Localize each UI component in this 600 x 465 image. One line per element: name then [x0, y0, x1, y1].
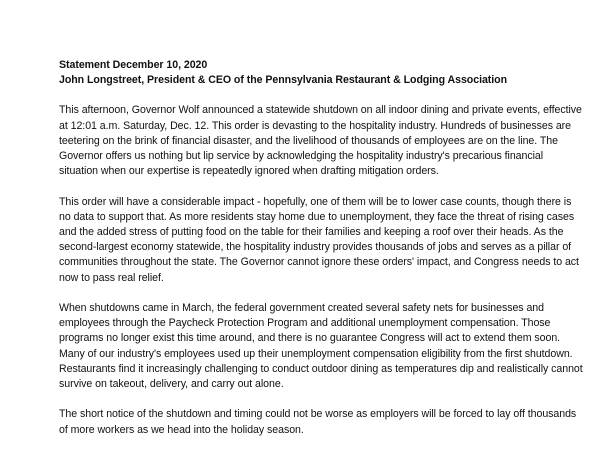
paragraph-shutdown-announcement: This afternoon, Governor Wolf announced a statewide shutdown on all indoor dining and private events, effective at 12:01 a.m. Saturday, Dec. 12. This order is devasting to the hospitality industry. Hundreds of businesses are teetering on the brink of financial disaster, and the livelihood of thousands of employees are on the line. The Governor offers us nothing but lip service by acknowledging the hospitality industry's precarious financial situation when our expertise is repeatedly ignored when drafting mitigation orders.	[59, 104, 582, 178]
statement-author: John Longstreet, President & CEO of the Pennsylvania Restaurant & Lodging Association	[59, 74, 508, 87]
paragraph-impact: This order will have a considerable impact - hopefully, one of them will be to lower case counts, though there is no data to support that. As more residents stay home due to unemployment, they face the threat of rising cases and the added stress of putting food on the table for their families and keeping a roof over their heads. As the second-largest economy statewide, the hospitality industry provides thousands of jobs and serves as a pillar of communities throughout the state. The Governor cannot ignore these orders' impact, and Congress needs to act now to pass real relief.	[59, 195, 579, 284]
statement-document	[59, 58, 583, 453]
statement-date: Statement December 10, 2020	[59, 59, 208, 71]
paragraph-timing: The short notice of the shutdown and timing could not be worse as employers will be forced to lay off thousands of more workers as we head into the holiday season.	[59, 408, 577, 436]
paragraph-federal-relief: When shutdowns came in March, the federal government created several safety nets for businesses and employees through the Paycheck Protection Program and additional unemployment compensation. Those programs no longer exist this time around, and there is no guarantee Congress will act to extend them soon. Many of our industry's employees used up their unemployment compensation eligibility from the first shutdown. Restaurants find it increasingly challenging to conduct outdoor dining as temperatures dip and realistically cannot survive on takeout, delivery, and carry out alone.	[59, 302, 583, 391]
statement-header	[59, 58, 583, 88]
